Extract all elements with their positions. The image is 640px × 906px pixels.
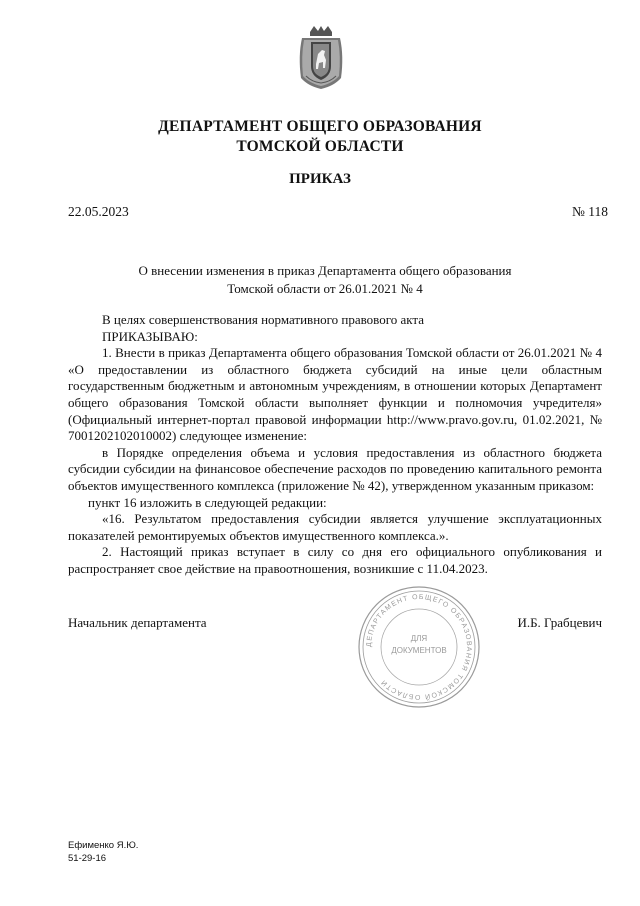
- department-name-line1: ДЕПАРТАМЕНТ ОБЩЕГО ОБРАЗОВАНИЯ: [158, 118, 482, 135]
- document-number: № 118: [571, 204, 608, 219]
- item-1-point-paragraph: пункт 16 изложить в следующей редакции:: [88, 494, 327, 510]
- stamp-center-line2: ДОКУМЕНТОВ: [391, 646, 447, 655]
- item-1-quote-paragraph: «16. Результатом предоставления субсидии является улучшение эксплуатационных показателей ремонтируемых объектов имущественного комплекса.».: [68, 511, 602, 543]
- document-date: 22.05.2023: [68, 204, 129, 219]
- executor-name: Ефименко Я.Ю.: [68, 840, 139, 851]
- subject-line1: О внесении изменения в приказ Департамента общего образования: [138, 263, 512, 278]
- executor-phone: 51-29-16: [68, 853, 107, 864]
- stamp-ring-text: ДЕПАРТАМЕНТ ОБЩЕГО ОБРАЗОВАНИЯ ТОМСКОЙ ОБЛАСТИ: [365, 593, 473, 701]
- order-keyword: ПРИКАЗЫВАЮ:: [102, 328, 198, 344]
- subject-line2: Томской области от 26.01.2021 № 4: [227, 281, 423, 296]
- document-type-title: ПРИКАЗ: [289, 171, 351, 187]
- purpose-paragraph: В целях совершенствования нормативного правового акта: [102, 312, 425, 327]
- round-seal-stamp-icon: [355, 583, 483, 711]
- executor-info: [68, 839, 138, 865]
- item-1-paragraph: 1. Внести в приказ Департамента общего образования Томской области от 26.01.2021 № 4 «О предоставлении из областного бюджета субсидий на иные цели областным государственным бюджетным и автономным учреждениям, в отношении которых Департамент общего образования Томской области выполняет функции и полномочия учредителя» (Официальный интернет-портал правовой информации http://www.pravo.gov.ru, 01.02.2021, № 7001202102010002) следующее изменение:: [68, 345, 602, 444]
- document-body: [68, 312, 602, 578]
- department-name: [0, 117, 640, 157]
- item-1-scope-paragraph: в Порядке определения объема и условия предоставления из областного бюджета субсидии субсидии на финансовое обеспечение расходов по проведению капитального ремонта объектов имущественного комплекса (приложение № 42), утвержденном указанным приказом:: [68, 444, 602, 493]
- tomsk-oblast-coat-of-arms-icon: [298, 26, 344, 90]
- signer-role: Начальник департамента: [68, 615, 207, 630]
- item-2-paragraph: 2. Настоящий приказ вступает в силу со дня его официального опубликования и распространяет свое действие на правоотношения, возникшие с 11.04.2023.: [68, 544, 602, 576]
- signer-name: И.Б. Грабцевич: [517, 615, 602, 630]
- department-name-line2: ТОМСКОЙ ОБЛАСТИ: [236, 138, 404, 155]
- stamp-center-line1: ДЛЯ: [410, 634, 428, 643]
- document-subject: [60, 262, 590, 298]
